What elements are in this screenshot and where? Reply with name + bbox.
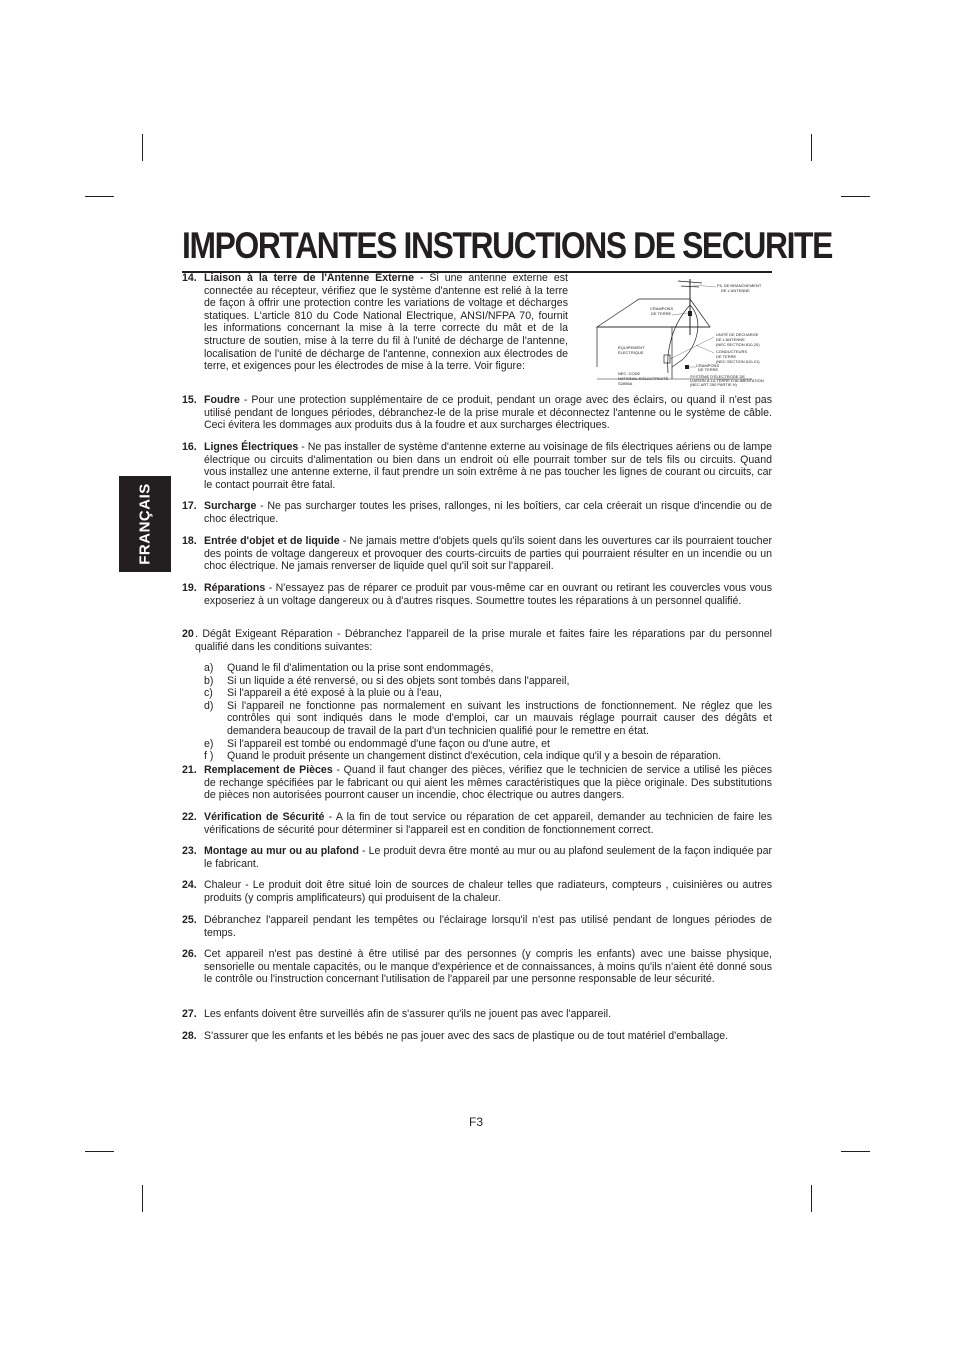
list-letter: d)	[204, 699, 214, 712]
list-item	[204, 687, 772, 700]
crop-mark	[841, 1151, 870, 1152]
language-tab-label: FRANÇAIS	[136, 483, 154, 565]
list-text: Si un liquide a été renversé, ou si des objets sont tombés dans l'appareil,	[227, 674, 570, 687]
item-number: 17.	[182, 500, 197, 512]
diagram-label: (NEC SECTION 810-21)	[716, 359, 760, 364]
safety-item-21	[182, 764, 772, 802]
item-number: 19.	[182, 582, 197, 594]
diagram-label: CONDUCTEURS	[716, 349, 748, 354]
safety-item-27	[182, 1008, 772, 1021]
crop-mark	[85, 196, 114, 197]
list-text: Si l'appareil ne fonctionne pas normalement en suivant les instructions de fonctionnement. Ne réglez que les contrôles qui sont indiqués dans le mode d'emploi, car un mauvais réglage pourrait causer des dégâts et demandera beaucoup de travail de la part d'un technicien qualifié pour le remettre en état.	[227, 699, 772, 737]
item-title: Lignes Électriques	[204, 441, 299, 453]
item-text: - Ne pas surcharger toutes les prises, rallonges, ni les boîtiers, car cela créerait un risque d'incendie ou de choc électrique.	[204, 500, 772, 525]
item-title: Vérification de Sécurité	[204, 811, 325, 823]
item-title: Entrée d'objet et de liquide	[204, 535, 340, 547]
list-item	[204, 700, 772, 738]
item-20-conditions-list	[204, 662, 772, 763]
safety-item-26	[182, 948, 772, 986]
safety-item-19	[182, 582, 772, 607]
list-letter: b)	[204, 674, 214, 687]
list-item	[204, 662, 772, 675]
list-item	[204, 750, 772, 763]
item-text: - Pour une protection supplémentaire de ce produit, pendant un orage avec des éclairs, ou quand il n'est pas utilisé pendant de longues périodes, débranchez-le de la prise murale et déconnectez l'antenne ou le système de câble. Ceci évitera les dommages aux produits dus à la foudre et aux surcharges électriques.	[204, 394, 772, 432]
safety-item-23	[182, 845, 772, 870]
item-text: - Ne jamais mettre d'objets quels qu'ils soient dans les ouvertures car ils pourraient toucher des points de voltage dangereux et provoquer des courts-circuits de parties qui pourraient résulter en un incendie ou un choc électrique. Ne jamais renverser de liquide quel qu'il soit sur l'appareil.	[204, 535, 772, 573]
item-title: Remplacement de Pièces	[204, 764, 333, 776]
item-title: Montage au mur ou au plafond	[204, 845, 359, 857]
item-text: - Si une antenne externe est connectée au récepteur, vérifiez que le système d'antenne est relié à la terre de façon à offrir une protection contre les variations de voltage et décharges statiques. L'article 810 du Code National Electrique, ANSI/NFPA 70, fournit les informations concernant la mise à la terre correcte du mât et de la structure de soutien, mise à la terre du fil à l'unité de décharge de l'antenne, localisation de l'unité de décharge de l'antenne, connexion aux électrodes de terre, et exigences pour les électrodes de mise à la terre. Voir figure:	[204, 272, 569, 373]
diagram-label: SYSTÈME D'ÉLECTRODE DE	[690, 374, 745, 379]
item-title: Foudre	[204, 394, 240, 406]
item-number: 24.	[182, 879, 197, 891]
diagram-label: (NEC SECTION 810-20)	[716, 342, 760, 347]
crop-mark	[841, 196, 870, 197]
page-title: IMPORTANTES INSTRUCTIONS DE SECURITE	[182, 225, 832, 266]
item-text: - A la fin de tout service ou réparation de cet appareil, demander au technicien de faire les vérifications de sécurité pour déterminer si l'appareil est en condition de fonctionnement correct.	[204, 811, 772, 836]
diagram-label: DE L'ANTENNE	[716, 337, 745, 342]
item-number: 23.	[182, 845, 197, 857]
list-letter: c)	[204, 687, 213, 700]
safety-item-17	[182, 500, 772, 525]
crop-mark	[142, 134, 143, 161]
item-number: 18.	[182, 535, 197, 547]
item-text: - N'essayez pas de réparer ce produit par vous-même car en ouvrant ou retirant les couvercles vous vous exposeriez à un voltage dangereux ou à d'autres risques. Soumettre toutes les réparations à un personnel qualifié.	[204, 582, 772, 607]
item-number: 26.	[182, 948, 197, 960]
item-number: 20	[182, 628, 194, 640]
item-number: 16.	[182, 441, 197, 453]
page-number: F3	[469, 1115, 484, 1129]
item-text: Chaleur - Le produit doit être situé loin de sources de chaleur telles que radiateurs, compteurs , cuisinières ou autres produits (y compris amplificateurs) qui produisent de la chaleur.	[204, 879, 772, 904]
safety-item-24	[182, 879, 772, 904]
safety-item-28	[182, 1030, 772, 1043]
safety-item-14	[182, 272, 772, 373]
safety-item-16	[182, 441, 772, 491]
list-item	[204, 738, 772, 751]
list-text: Quand le produit présente un changement distinct d'exécution, cela indique qu'il y a besoin de réparation.	[227, 750, 722, 763]
crop-mark	[811, 1185, 812, 1212]
list-item	[204, 675, 772, 688]
item-number: 28.	[182, 1030, 197, 1042]
item-title: Surcharge	[204, 500, 257, 512]
item-number: 21.	[182, 764, 197, 776]
diagram-label: ÉLECTRIQUE	[618, 350, 644, 355]
item-text: Débranchez l'appareil pendant les tempêtes ou l'éclairage lorsqu'il n'est pas utilisé pendant de longues périodes de temps.	[204, 914, 772, 939]
item-text: - Quand il faut changer des pièces, vérifiez que le technicien de service a utilisé les pièces de rechange spécifiées par le fabricant ou qui aient les mêmes caractéristiques que la pièce originale. Des substitutions de pièces non autorisées pourront causer un incendie, choc électrique ou autres dangers.	[204, 764, 773, 802]
diagram-label: NATIONAL D'ÉLECTRICITÉ	[618, 376, 669, 381]
diagram-label: S2898A	[618, 381, 633, 386]
diagram-label: FIL DE BRANCHEMENT	[717, 283, 762, 288]
item-number: 22.	[182, 811, 197, 823]
item-number: 15.	[182, 394, 197, 406]
item-number: 25.	[182, 914, 197, 926]
crop-mark	[85, 1151, 114, 1152]
item-text: Cet appareil n'est pas destiné à être utilisé par des personnes (y compris les enfants) avec une baisse physique, sensorielle ou mentale capacités, ou le manque d'expérience et de connaissances, à moins qu'ils n'aient été donné sous le contrôle ou l'instruction concernant l'utilisation de l'appareil par une personne responsable de leur sécurité.	[204, 948, 772, 986]
list-text: Si l'appareil a été exposé à la pluie ou à l'eau,	[227, 687, 442, 700]
crop-mark	[142, 1185, 143, 1212]
safety-item-25	[182, 914, 772, 939]
diagram-label: DE TERRE	[716, 354, 737, 359]
item-number: 27.	[182, 1008, 197, 1020]
crop-mark	[811, 134, 812, 161]
safety-item-20	[182, 628, 772, 653]
diagram-label: DE TERRE	[651, 311, 672, 316]
list-letter: a)	[204, 662, 214, 674]
safety-item-22	[182, 811, 772, 836]
item-text: - Ne pas installer de système d'antenne externe au voisinage de fils électriques aériens ou de lampe électrique ou circuits d'alimentation ou bien dans un endroit où elle pourrait tomber sur de tels fils ou circuits. Quand vous installez une antenne externe, il faut prendre un soin extrême à ne pas toucher les lignes de courant ou circuits, car le contact pourrait être fatal.	[204, 441, 772, 491]
item-text: S'assurer que les enfants et les bébés ne pas jouer avec des sacs de plastique ou de tout matériel d'emballage.	[204, 1030, 729, 1042]
list-letter: e)	[204, 737, 214, 750]
list-text: Quand le fil d'alimentation ou la prise sont endommagés,	[227, 662, 494, 674]
item-title: Réparations	[204, 582, 266, 594]
diagram-label: (NEC ART 250 PARTIE H)	[690, 382, 737, 387]
item-number: 14.	[182, 272, 197, 284]
diagram-label: CRAMPONS	[696, 363, 720, 368]
list-letter: f )	[204, 750, 214, 763]
diagram-label: DE L'ANTENNE	[721, 288, 750, 293]
language-tab	[119, 476, 171, 572]
item-text: Les enfants doivent être surveillés afin de s'assurer qu'ils ne jouent pas avec l'appareil.	[204, 1008, 612, 1020]
item-text: - Le produit devra être monté au mur ou au plafond seulement de la façon indiquée par le fabricant.	[204, 845, 772, 870]
item-title: Liaison à la terre de l'Antenne Externe	[204, 272, 415, 284]
safety-item-15	[182, 394, 772, 432]
diagram-label: LIAISON À LA TERRE D'ALIMENTATION	[690, 378, 764, 383]
item-text: . Dégât Exigeant Réparation - Débranchez l'appareil de la prise murale et faites faire les réparations par du personnel qualifié dans les conditions suivantes:	[195, 628, 772, 653]
diagram-label: CRAMPONS	[650, 306, 674, 311]
list-text: Si l'appareil est tombé ou endommagé d'une façon ou d'une autre, et	[227, 737, 550, 750]
diagram-label: UNITÉ DE DÉCHARGE	[716, 332, 759, 337]
diagram-label: DE TERRE	[698, 367, 719, 372]
safety-item-18	[182, 535, 772, 573]
diagram-label: NEC: CODE	[618, 371, 641, 376]
diagram-label: ÉQUIPEMENT	[618, 345, 645, 350]
